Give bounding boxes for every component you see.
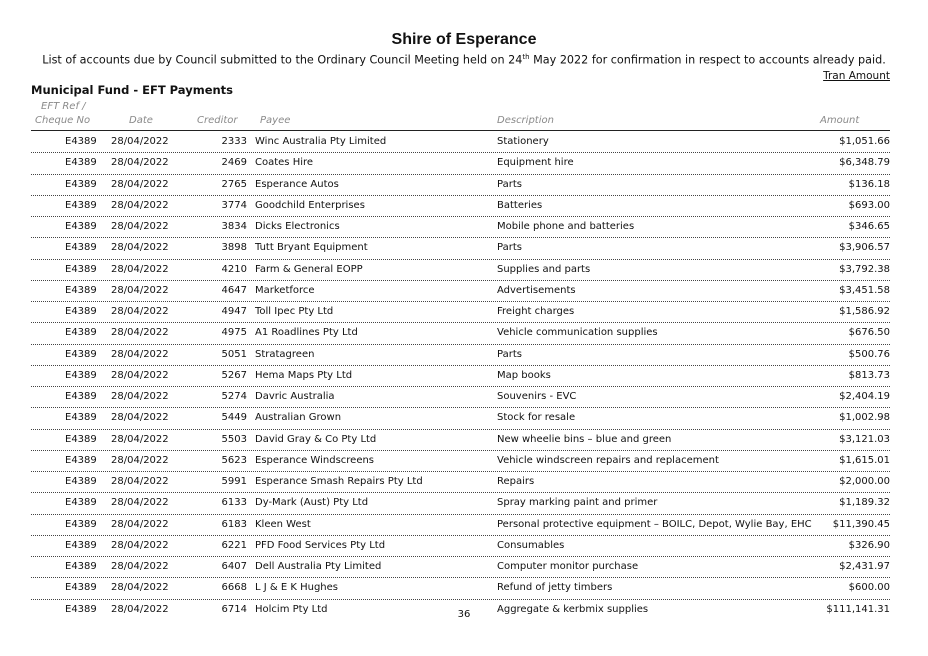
table-row <box>31 408 890 429</box>
cell-payee: Goodchild Enterprises <box>255 199 365 211</box>
cell-ref: E4389 <box>65 157 97 169</box>
cell-creditor: 6407 <box>221 561 247 572</box>
cell-creditor: 4647 <box>221 284 247 296</box>
table-row <box>31 451 890 472</box>
cell-date: 28/04/2022 <box>111 157 169 169</box>
cell-description: Aggregate & kerbmix supplies <box>497 603 649 615</box>
cell-creditor: 5267 <box>221 369 247 381</box>
cell-creditor: 3774 <box>221 199 247 211</box>
cell-amount: $2,000.00 <box>839 476 890 487</box>
cell-payee: Winc Australia Pty Limited <box>255 136 387 147</box>
cell-amount: $6,348.79 <box>839 157 890 169</box>
cell-date: 28/04/2022 <box>111 433 169 445</box>
cell-creditor: 3898 <box>221 242 247 254</box>
cell-description: Advertisements <box>497 284 576 296</box>
cell-description: Personal protective equipment – BOILC, Depot, Wylie Bay, EHC <box>497 518 812 530</box>
cell-description: Freight charges <box>497 306 575 317</box>
cell-date: 28/04/2022 <box>111 582 169 594</box>
page-number: 36 <box>457 609 471 620</box>
cell-description: Map books <box>497 369 551 381</box>
cell-date: 28/04/2022 <box>111 497 169 509</box>
cell-description: Supplies and parts <box>497 263 591 275</box>
cell-amount: $136.18 <box>848 178 890 190</box>
cell-amount: $500.76 <box>848 348 890 360</box>
table-row <box>31 302 890 323</box>
cell-amount: $1,051.66 <box>839 136 890 147</box>
cell-ref: E4389 <box>65 518 97 530</box>
cell-payee: Dell Australia Pty Limited <box>255 561 382 572</box>
cell-date: 28/04/2022 <box>111 476 169 487</box>
cell-description: Vehicle communication supplies <box>497 327 658 339</box>
table-row <box>31 366 890 387</box>
cell-ref: E4389 <box>65 199 97 211</box>
column-header-date: Date <box>129 115 153 126</box>
cell-amount: $11,390.45 <box>832 518 890 530</box>
cell-description: Consumables <box>497 539 565 551</box>
cell-description: Spray marking paint and primer <box>497 497 658 509</box>
cell-ref: E4389 <box>65 412 97 424</box>
cell-creditor: 2333 <box>221 136 247 147</box>
cell-payee: PFD Food Services Pty Ltd <box>255 539 386 551</box>
cell-amount: $111,141.31 <box>826 603 890 615</box>
document-subtitle <box>0 53 928 67</box>
cell-date: 28/04/2022 <box>111 603 169 615</box>
document-title: Shire of Esperance <box>391 31 537 48</box>
cell-amount: $1,615.01 <box>839 454 890 466</box>
column-header-description: Description <box>497 115 554 126</box>
cell-payee: Coates Hire <box>255 157 314 169</box>
cell-description: Parts <box>497 242 522 254</box>
cell-creditor: 4975 <box>221 327 247 339</box>
cell-amount: $3,451.58 <box>839 284 890 296</box>
cell-amount: $346.65 <box>848 221 890 232</box>
cell-date: 28/04/2022 <box>111 369 169 381</box>
cell-date: 28/04/2022 <box>111 518 169 530</box>
cell-description: Parts <box>497 348 522 360</box>
cell-payee: L J & E K Hughes <box>255 582 338 594</box>
column-header-ref-line1: EFT Ref / <box>41 101 86 112</box>
cell-date: 28/04/2022 <box>111 136 169 147</box>
cell-description: Equipment hire <box>497 157 574 169</box>
cell-payee: Esperance Windscreens <box>255 454 375 466</box>
cell-amount: $3,906.57 <box>839 242 890 254</box>
table-row <box>31 132 890 153</box>
cell-creditor: 2469 <box>221 157 247 169</box>
subtitle-text-start: List of accounts due by Council submitted to the Ordinary Council Meeting held on 24 <box>42 53 523 67</box>
cell-amount: $2,404.19 <box>839 391 890 402</box>
cell-amount: $2,431.97 <box>839 561 890 572</box>
cell-payee: Holcim Pty Ltd <box>255 603 328 615</box>
cell-creditor: 5503 <box>221 433 247 445</box>
cell-creditor: 6183 <box>221 518 247 530</box>
cell-date: 28/04/2022 <box>111 561 169 572</box>
cell-amount: $693.00 <box>848 199 890 211</box>
cell-creditor: 5051 <box>221 348 247 360</box>
cell-creditor: 4947 <box>221 306 247 317</box>
cell-amount: $1,586.92 <box>839 306 890 317</box>
cell-ref: E4389 <box>65 582 97 594</box>
cell-creditor: 5274 <box>221 391 247 402</box>
cell-creditor: 6668 <box>221 582 247 594</box>
cell-amount: $600.00 <box>848 582 890 594</box>
cell-date: 28/04/2022 <box>111 306 169 317</box>
cell-ref: E4389 <box>65 136 97 147</box>
cell-ref: E4389 <box>65 603 97 615</box>
cell-creditor: 3834 <box>221 221 247 232</box>
cell-ref: E4389 <box>65 433 97 445</box>
cell-ref: E4389 <box>65 454 97 466</box>
table-row <box>31 323 890 344</box>
payments-table <box>31 132 890 620</box>
subtitle-ordinal-suffix: th <box>522 53 530 61</box>
cell-ref: E4389 <box>65 284 97 296</box>
cell-date: 28/04/2022 <box>111 454 169 466</box>
table-row <box>31 217 890 238</box>
cell-date: 28/04/2022 <box>111 327 169 339</box>
cell-amount: $3,792.38 <box>839 263 890 275</box>
table-row <box>31 387 890 408</box>
cell-date: 28/04/2022 <box>111 539 169 551</box>
cell-amount: $676.50 <box>848 327 890 339</box>
cell-description: New wheelie bins – blue and green <box>497 433 672 445</box>
cell-ref: E4389 <box>65 327 97 339</box>
cell-date: 28/04/2022 <box>111 391 169 402</box>
cell-creditor: 5991 <box>221 476 247 487</box>
cell-payee: Stratagreen <box>255 348 315 360</box>
cell-creditor: 4210 <box>221 263 247 275</box>
cell-ref: E4389 <box>65 391 97 402</box>
table-row <box>31 515 890 536</box>
column-header-amount: Amount <box>820 115 860 126</box>
cell-date: 28/04/2022 <box>111 412 169 424</box>
cell-payee: Esperance Smash Repairs Pty Ltd <box>255 476 423 487</box>
column-header-ref-line2: Cheque No <box>35 115 91 126</box>
fund-heading: Municipal Fund - EFT Payments <box>31 83 234 97</box>
cell-date: 28/04/2022 <box>111 221 169 232</box>
table-row <box>31 281 890 302</box>
cell-ref: E4389 <box>65 263 97 275</box>
cell-amount: $1,189.32 <box>839 497 890 509</box>
subtitle-text-end: May 2022 for confirmation in respect to accounts already paid. <box>529 53 886 67</box>
column-header-creditor: Creditor <box>197 115 238 126</box>
cell-description: Souvenirs - EVC <box>497 391 577 402</box>
table-row <box>31 238 890 259</box>
cell-date: 28/04/2022 <box>111 263 169 275</box>
cell-payee: Farm & General EOPP <box>255 263 363 275</box>
cell-amount: $1,002.98 <box>839 412 890 424</box>
cell-payee: Hema Maps Pty Ltd <box>255 369 353 381</box>
cell-payee: Kleen West <box>255 518 311 530</box>
table-row <box>31 153 890 174</box>
cell-payee: A1 Roadlines Pty Ltd <box>255 327 358 339</box>
cell-description: Repairs <box>497 476 535 487</box>
cell-ref: E4389 <box>65 369 97 381</box>
header-divider <box>31 130 890 131</box>
cell-payee: Australian Grown <box>255 412 342 424</box>
cell-ref: E4389 <box>65 497 97 509</box>
cell-date: 28/04/2022 <box>111 284 169 296</box>
table-row <box>31 472 890 493</box>
cell-creditor: 6714 <box>221 603 247 615</box>
cell-creditor: 6133 <box>221 497 247 509</box>
cell-ref: E4389 <box>65 242 97 254</box>
cell-payee: Toll Ipec Pty Ltd <box>255 306 334 317</box>
cell-payee: Esperance Autos <box>255 178 339 190</box>
cell-payee: David Gray & Co Pty Ltd <box>255 433 377 445</box>
cell-amount: $3,121.03 <box>839 433 890 445</box>
cell-creditor: 2765 <box>221 178 247 190</box>
cell-ref: E4389 <box>65 306 97 317</box>
cell-date: 28/04/2022 <box>111 199 169 211</box>
table-row <box>31 430 890 451</box>
cell-ref: E4389 <box>65 221 97 232</box>
table-row <box>31 557 890 578</box>
cell-description: Refund of jetty timbers <box>497 582 613 594</box>
cell-description: Mobile phone and batteries <box>497 221 635 232</box>
table-row <box>31 345 890 366</box>
cell-creditor: 5623 <box>221 454 247 466</box>
cell-ref: E4389 <box>65 561 97 572</box>
cell-ref: E4389 <box>65 348 97 360</box>
cell-description: Batteries <box>497 199 543 211</box>
cell-ref: E4389 <box>65 178 97 190</box>
cell-date: 28/04/2022 <box>111 178 169 190</box>
cell-description: Stationery <box>497 136 549 147</box>
cell-ref: E4389 <box>65 476 97 487</box>
cell-description: Computer monitor purchase <box>497 561 639 572</box>
cell-amount: $813.73 <box>848 369 890 381</box>
tran-amount-label: Tran Amount <box>823 70 890 82</box>
table-row <box>31 493 890 514</box>
table-row <box>31 196 890 217</box>
table-row <box>31 175 890 196</box>
cell-payee: Davric Australia <box>255 391 335 402</box>
cell-payee: Marketforce <box>255 284 315 296</box>
cell-amount: $326.90 <box>848 539 890 551</box>
cell-date: 28/04/2022 <box>111 348 169 360</box>
table-row <box>31 536 890 557</box>
cell-payee: Dy-Mark (Aust) Pty Ltd <box>255 497 369 509</box>
cell-date: 28/04/2022 <box>111 242 169 254</box>
cell-payee: Tutt Bryant Equipment <box>255 242 368 254</box>
cell-description: Parts <box>497 178 522 190</box>
column-header-payee: Payee <box>260 115 291 126</box>
cell-description: Vehicle windscreen repairs and replacement <box>497 454 719 466</box>
table-row <box>31 260 890 281</box>
cell-ref: E4389 <box>65 539 97 551</box>
table-row <box>31 578 890 599</box>
cell-creditor: 5449 <box>221 412 247 424</box>
cell-creditor: 6221 <box>221 539 247 551</box>
cell-description: Stock for resale <box>497 412 576 424</box>
cell-payee: Dicks Electronics <box>255 221 340 232</box>
